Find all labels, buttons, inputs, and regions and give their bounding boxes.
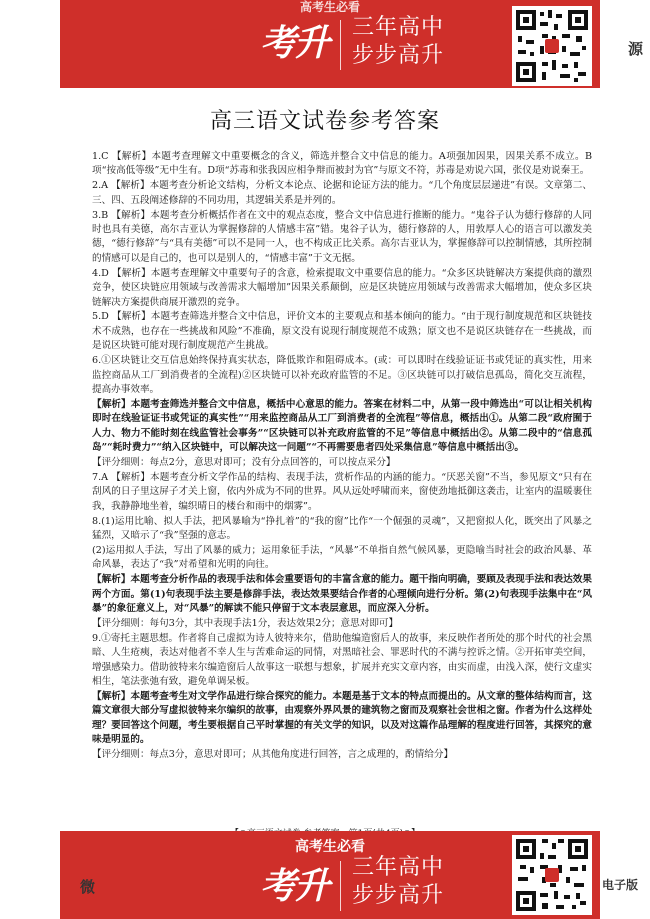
answer-1: 1.C 【解析】本题考查理解文中重要概念的含义，筛选并整合文中信息的能力。A项强加因果，因果关系不成立。B项“按高低等级”无中生有。D项“苏毒和张我因应相争辩而被封为官”与原文不符，苏毒是劝说六国，张仪是劝说秦王。: [92, 151, 592, 177]
slogan-line-1: 三年高中: [352, 855, 445, 880]
answer-9-scoring: 【评分细则：每点3分，意思对即可；从其他角度进行回答，言之成理的，酌情给分】: [92, 749, 454, 761]
answer-8-scoring: 【评分细则：每句3分，其中表现手法1分，表达效果2分；意思对即可】: [92, 618, 399, 629]
answer-content: [92, 150, 592, 763]
edge-text-bottom-right: 电子版: [602, 878, 639, 892]
banner-divider: [340, 861, 341, 911]
slogan-line-2: 步步高升: [352, 43, 445, 68]
answer-6-scoring: 【评分细则：每点2分，意思对即可；没有分点回答的，可以按点采分】: [92, 457, 396, 469]
brand-logo: 考升: [260, 23, 329, 64]
top-promo-banner[interactable]: [60, 0, 600, 88]
answer-8-analysis: 【解析】本题考查分析作品的表现手法和体会重要语句的丰富含意的能力。题干指向明确，要顾及表现手法和表达效果两个方面。第(1)句表现手法主要是修辞手法，表达效果要结合作者的心理倾向进行分析。第(2)句表现手法集中在“风暴”的象征意义上，对“风暴”的解读不能只停留于文本表层意思，而应深入分析。: [92, 574, 592, 615]
qr-code-icon[interactable]: [512, 835, 592, 915]
banner-divider: [340, 20, 341, 70]
edge-text-top-right: 源: [628, 40, 644, 58]
edge-text-bottom-left: 微: [80, 878, 96, 896]
bottom-promo-banner[interactable]: [60, 831, 600, 919]
answer-4: 4.D 【解析】本题考查理解文中重要句子的含意，检索提取文中重要信息的能力。“众多区块链解决方案提供商的激烈竞争，使区块链应用领域与改善需求大幅增加”因果关系颠倒，应是区块链应用领域与改善需求大幅增加，使众多区块链解决方案提供商展开激烈的竞争。: [92, 267, 592, 308]
banner-slogan: [352, 854, 444, 910]
slogan-line-2: 步步高升: [352, 883, 445, 908]
answer-5: 5.D 【解析】本题考查筛选并整合文中信息，评价文本的主要观点和基本倾向的能力。“由于现行制度规范和区块链技术不成熟，也存在一些挑战和风险”不准确，原文没有说现行制度规范不成熟；原文也不是说区块链存在一些挑战，而是说区块链可能对现行制度规范产生挑战。: [92, 311, 592, 352]
qr-code-icon[interactable]: [512, 6, 592, 86]
answer-2: 2.A 【解析】本题考查分析论文结构，分析文本论点、论据和论证方法的能力。“几个角度层层递进”有误。文章第二、三、四、五段阐述修辞的不同功用，其逻辑关系是并列的。: [92, 180, 592, 206]
banner-tagline: 高考生必看: [299, 0, 360, 14]
banner-tagline: 高考生必看: [295, 839, 365, 855]
answer-3: 3.B 【解析】本题考查分析概括作者在文中的观点态度，整合文中信息进行推断的能力。“鬼谷子认为德行修辞的人同时也具有美德，高尔吉亚认为掌握修辞的人情感丰富”错。鬼谷子认为，德行修辞的人，用敦厚人心的语言可以激发美德，“德行修辞”与“具有美德”可以不是同一人，也不构成正比关系。高尔吉亚认为，掌握修辞可以控制情感，其所控制的情感可以是自己的，也可以是别人的，“情感丰富”于文无据。: [92, 209, 592, 264]
brand-logo: 考升: [260, 866, 329, 907]
answer-8-2: (2)运用拟人手法，写出了风暴的威力；运用象征手法，“风暴”不单指自然气候风暴，更隐喻当时社会的政治风暴、革命风暴，表达了“我”对希望和光明的向往。: [92, 544, 592, 571]
page-title: 高三语文试卷参考答案: [209, 109, 440, 134]
answer-7: 7.A 【解析】本题考查分析文学作品的结构、表现手法，赏析作品的内涵的能力。“厌恶关窗”不当，参见原文“只有在刮风的日子里这屏子才关上窗，依内外成为不同的世界。风从远处呼啸而来，窗使劲地抵御这袭击，让室内的温暖裹住我，我静静地坐着，编织晴日的楼台和雨中的烟雾”。: [92, 471, 592, 512]
banner-slogan: [352, 14, 444, 70]
answer-6: 6.①区块链让交互信息始终保持真实状态，降低欺诈和阻碍成本。(或：可以即时在线验证证书或凭证的真实性，用来监控商品从工厂到消费者的全流程)②区块链可以补充政府监管的不足。③区块链可以打破信息孤岛，简化交互流程，提高办事效率。: [92, 355, 592, 395]
answer-8-1: 8.(1)运用比喻、拟人手法，把风暴喻为“挣扎着”的“我的窗”比作“一个倔强的灵魂”，又把窗拟人化，既突出了风暴之猛烈，又暗示了“我”坚强的意志。: [92, 515, 592, 542]
answer-6-analysis: 【解析】本题考查筛选并整合文中信息，概括中心意思的能力。答案在材料二中，从第一段中筛选出“可以让相关机构即时在线验证证书或凭证的真实性”“用来监控商品从工厂到消费者的全流程”等信息，概括出①。从第二段“政府囿于人力、物力不能时刻在线监管社会事务”“区块链可以补充政府监管的不足”等信息中概括出②。从第二段中的“信息孤岛”“耗时费力”“纳入区块链中，可以解决这一问题”“不再需要患者四处采集信息”等信息中概括出③。: [92, 398, 592, 454]
answer-9-analysis: 【解析】本题考查考生对文学作品进行综合探究的能力。本题是基于文本的特点而提出的。从文章的整体结构而言，这篇文章很大部分写虚拟彼特来尔编织的故事，由观察外界风景的建筑物之窗而及观察社会世相之窗。作者为什么这样处理？要回答这个问题，考生要根据自己平时掌握的有关文学的知识，以及对这篇作品理解的程度进行回答，其探究的意味是明显的。: [92, 691, 592, 746]
answer-9: 9.①寄托主题思想。作者将自己虚拟为诗人彼特来尔，借助他编造窗后人的故事，来反映作者所处的那个时代的社会黑暗、人生疮痍，表达对他者不幸人生与苦难命运的同情，对黑暗社会、罪恶时代的不满与控诉之情。②开拓审美空间，增强感染力。借助彼特来尔编造窗后人故事这一联想与想象，扩展并充实文章内容，由实而虚，由浅入深，使行文虚实相生，笔法张弛有致，避免单调呆板。: [92, 632, 592, 688]
slogan-line-1: 三年高中: [352, 15, 445, 40]
